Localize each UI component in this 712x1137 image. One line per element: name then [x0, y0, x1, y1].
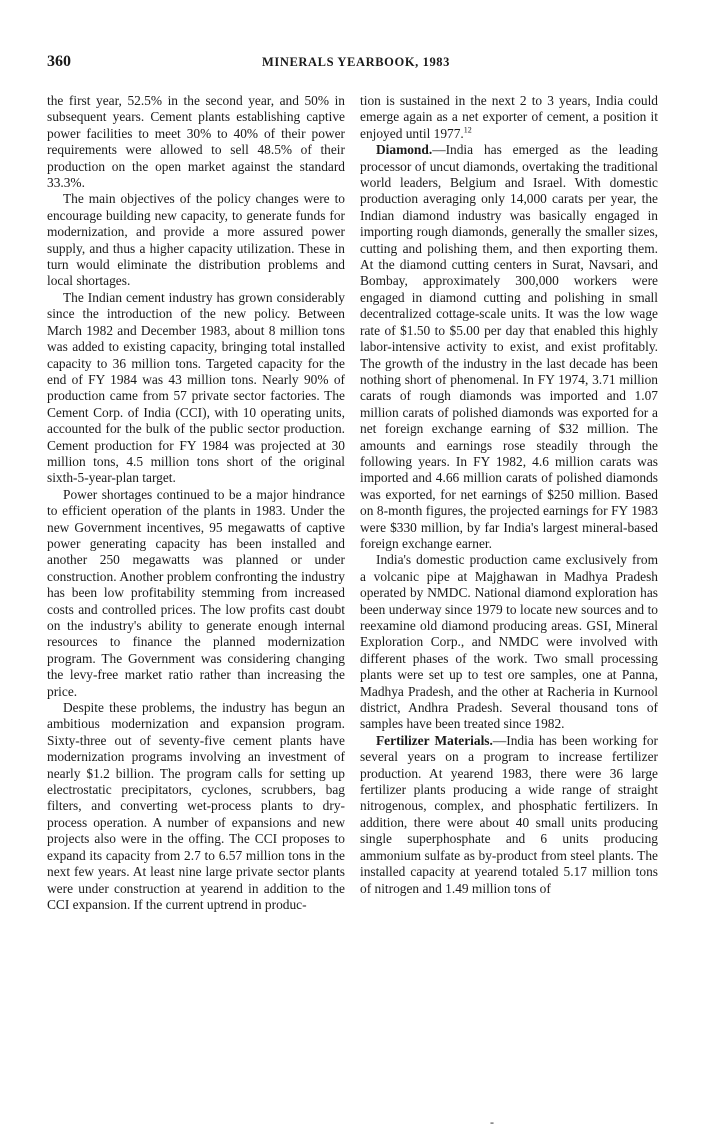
footnote-ref: 12 [463, 125, 472, 135]
section-title-fertilizer: Fertilizer Materials. [376, 732, 493, 748]
page-number: 360 [47, 53, 71, 70]
paragraph-text: —India has emerged as the leading processor of uncut diamonds, overtaking the traditional world leaders, Belgium and Israel. With domestic production averaging only 14,000 carats per year, the Indian diamond industry was basically engaged in importing rough diamonds, generally the smaller sizes, cutting and polishing them, and then exporting them. At the diamond cutting centers in Surat, Navsari, and Bombay, approximately 300,000 workers were engaged in diamond cutting and polishing in small decentralized cottage-scale units. It was the low wage rate of $1.50 to $5.00 per day that enabled this highly labor-intensive activity to exist, and exist profitably. The growth of the industry in the last decade has been nothing short of phenomenal. In FY 1974, 3.71 million carats of rough diamonds was imported and 1.07 million carats of polished diamonds was exported for a net foreign exchange earning of $32 million. The amounts and earnings rose steadily through the following years. In FY 1982, 4.6 million carats was imported and 4.66 million carats of polished diamonds was exported, for net earnings of $250 million. Based on 8-month figures, the projected earnings for FY 1983 were $330 million, by far India's largest mineral-based foreign exchange earner. [360, 142, 658, 551]
left-column [47, 93, 345, 913]
section-title-diamond: Diamond. [376, 142, 433, 158]
page-mark: - [490, 1115, 494, 1129]
paragraph [360, 733, 658, 897]
right-column [360, 93, 658, 897]
paragraph: the first year, 52.5% in the second year, and 50% in subsequent years. Cement plants establishing captive power facilities to meet 30% to 40% of their power requirements were allowed to sell 48.5% of their production on the open market against the standard 33.3%. [47, 93, 345, 191]
paragraph: Despite these problems, the industry has begun an ambitious modernization and expansion program. Sixty-three out of seventy-five cement plants have modernization programs involving an investment of nearly $1.2 billion. The program calls for setting up electrostatic precipitators, cyclones, scrubbers, bag filters, and converting wet-process plants to dry-process operation. A number of expansions and new projects also were in the offing. The CCI proposes to expand its capacity from 2.7 to 6.57 million tons in the next few years. At least nine large private sector plants were under construction at yearend in addition to the CCI expansion. If the current uptrend in produc- [47, 700, 345, 912]
paragraph [360, 142, 658, 552]
paragraph [360, 93, 658, 142]
paragraph-text: tion is sustained in the next 2 to 3 years, India could emerge again as a net exporter of cement, a position it enjoyed until 1977. [360, 93, 658, 141]
paragraph: The main objectives of the policy changes were to encourage building new capacity, to generate funds for modernization, and provide a more assured power supply, and thus a higher capacity utilization. These in turn would eliminate the distribution problems and local shortages. [47, 191, 345, 289]
paragraph-text: —India has been working for several years on a program to increase fertilizer production. At yearend 1983, there were 36 large fertilizer plants producing a wide range of straight nitrogenous, complex, and phosphatic fertilizers. In addition, there were about 40 small units producing single superphosphate and 6 units producing ammonium sulfate as by-product from steel plants. The installed capacity at yearend totaled 5.17 million tons of nitrogen and 1.49 million tons of [360, 732, 659, 896]
paragraph: The Indian cement industry has grown considerably since the introduction of the new policy. Between March 1982 and December 1983, about 8 million tons was added to existing capacity, bringing total installed capacity to 36 million tons. Targeted capacity for the end of FY 1984 was 43 million tons. Nearly 90% of production came from 57 private sector factories. The Cement Corp. of India (CCI), with 10 operating units, accounted for the bulk of the public sector production. Cement production for FY 1984 was projected at 30 million tons, 4.5 million tons short of the original sixth-5-year-plan target. [47, 289, 345, 486]
running-head: MINERALS YEARBOOK, 1983 [261, 55, 450, 69]
paragraph: Power shortages continued to be a major hindrance to efficient operation of the plants in 1983. Under the new Government incentives, 95 megawatts of captive power generating capacity has been installed and another 250 megawatts was planned or under construction. Another problem confronting the industry has been low profitability stemming from increased costs and controlled prices. The low profits cast doubt on the industry's ability to generate enough internal resources to finance the planned modernization program. The Government was considering changing the levy-free market ratio rather than increasing the price. [47, 486, 345, 699]
paragraph: India's domestic production came exclusively from a volcanic pipe at Majghawan in Madhya Pradesh operated by NMDC. National diamond exploration has been underway since 1979 to locate new sources and to reexamine old diamond producing areas. GSI, Mineral Exploration Corp., and NMDC were involved with different phases of the work. Two small processing plants were set up to test ore samples, one at Panna, Madhya Pradesh, and the other at Racheria in Kurnool district, Andhra Pradesh. Several thousand tons of samples have been treated since 1982. [360, 552, 658, 732]
